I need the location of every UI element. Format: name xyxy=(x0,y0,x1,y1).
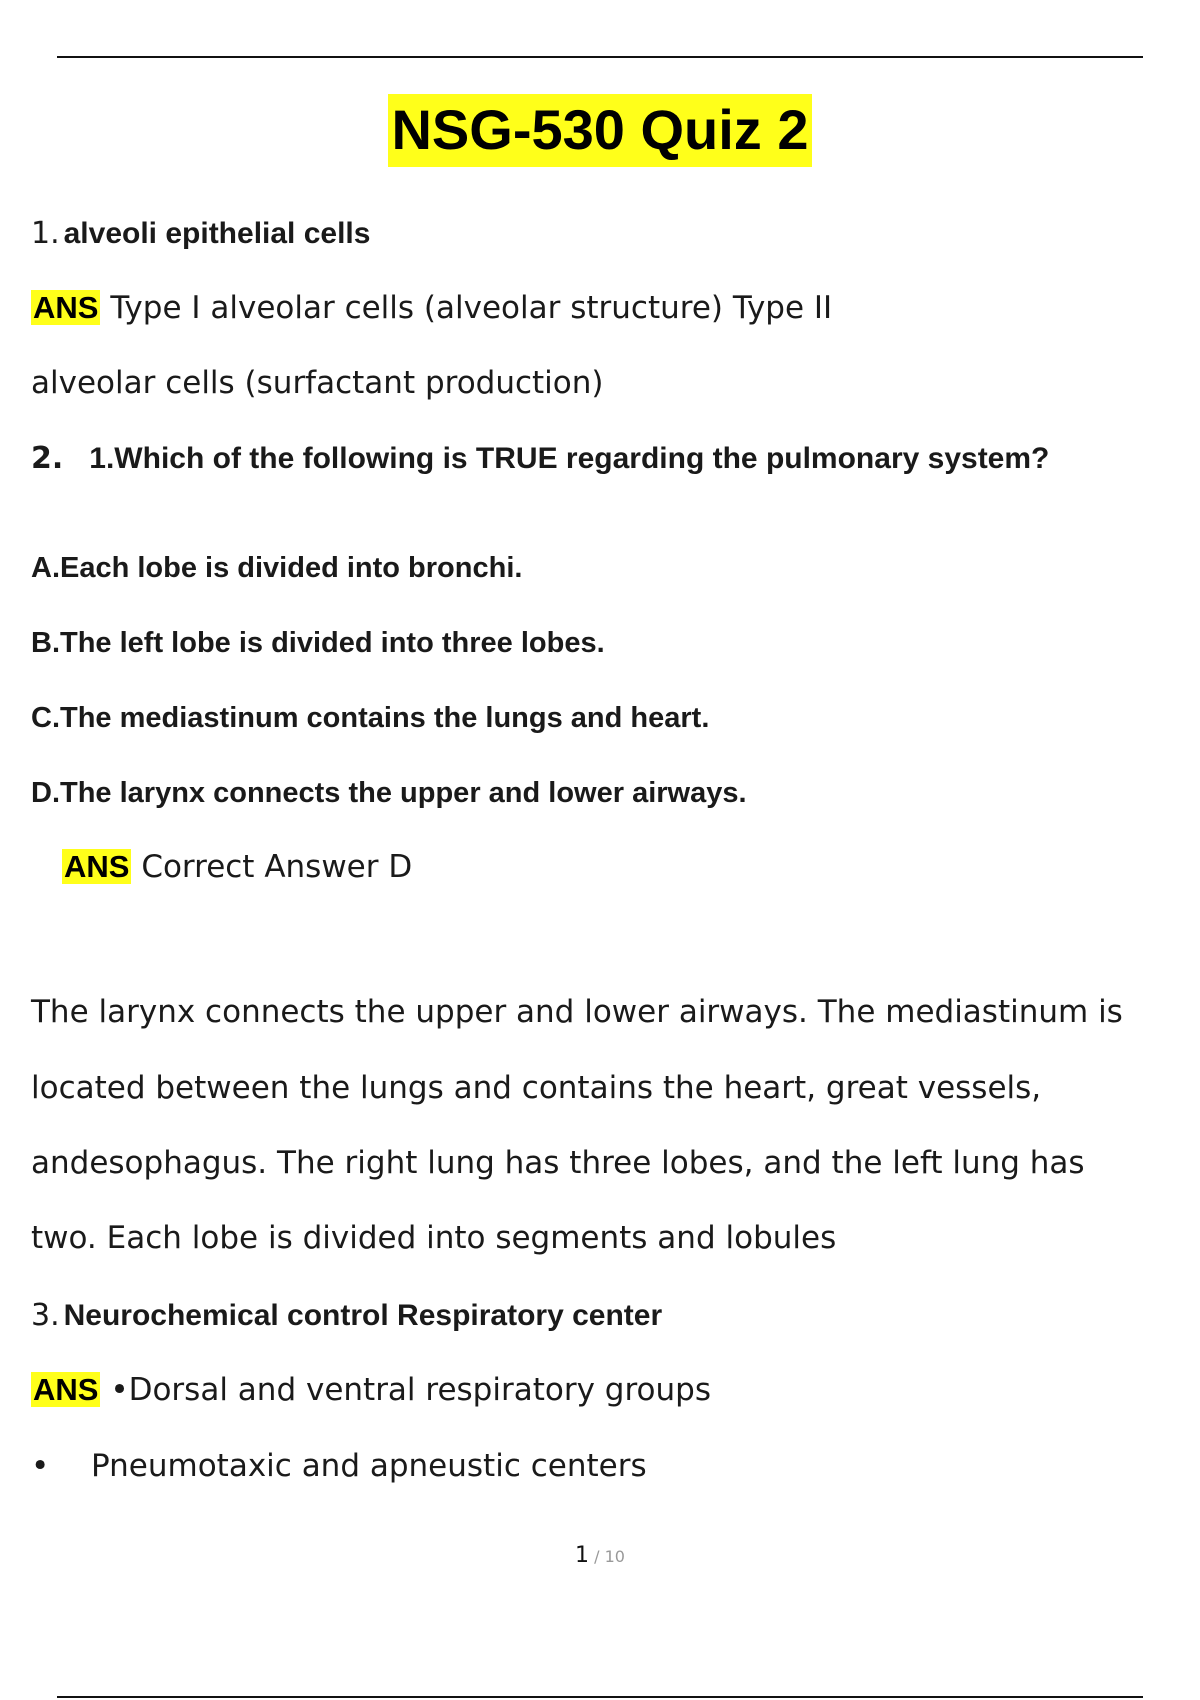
answer-3-line-1 xyxy=(31,1372,711,1408)
question-1 xyxy=(31,216,370,251)
answer-text: Correct Answer D xyxy=(141,849,413,885)
question-text: Neurochemical control Respiratory center xyxy=(63,1299,663,1332)
bullet-icon: • xyxy=(31,1448,50,1484)
question-number: 2. xyxy=(31,441,64,476)
option-b: B.The left lobe is divided into three lobes. xyxy=(31,627,605,659)
ans-label: ANS xyxy=(33,290,99,325)
answer-text: Pneumotaxic and apneustic centers xyxy=(91,1448,647,1484)
answer-1-line-2: alveolar cells (surfactant production) xyxy=(31,365,604,401)
question-number: 1. xyxy=(31,216,60,251)
question-text: alveoli epithelial cells xyxy=(63,217,371,250)
bottom-divider xyxy=(57,1696,1143,1698)
answer-text: Type I alveolar cells (alveolar structure) Type II xyxy=(110,290,833,326)
title-text: NSG-530 Quiz 2 xyxy=(388,94,811,167)
option-c: C.The mediastinum contains the lungs and heart. xyxy=(31,702,710,734)
top-divider xyxy=(57,56,1143,58)
page-title xyxy=(0,98,1200,161)
question-2 xyxy=(31,441,1049,476)
page-total: / 10 xyxy=(594,1547,625,1566)
answer-2 xyxy=(62,849,412,885)
option-d: D.The larynx connects the upper and lower airways. xyxy=(31,777,747,809)
option-a: A.Each lobe is divided into bronchi. xyxy=(31,552,523,584)
answer-1-line-1 xyxy=(31,290,832,326)
explanation-line-4: two. Each lobe is divided into segments and lobules xyxy=(31,1220,837,1256)
explanation-line-1: The larynx connects the upper and lower airways. The mediastinum is xyxy=(31,994,1123,1030)
ans-label: ANS xyxy=(33,1372,99,1407)
page-indicator xyxy=(0,1543,1200,1568)
ans-label: ANS xyxy=(64,849,130,884)
page-current: 1 xyxy=(575,1543,590,1568)
answer-text: •Dorsal and ventral respiratory groups xyxy=(110,1372,711,1408)
explanation-line-2: located between the lungs and contains the heart, great vessels, xyxy=(31,1070,1042,1106)
question-number: 3. xyxy=(31,1298,60,1333)
question-text: 1.Which of the following is TRUE regarding the pulmonary system? xyxy=(89,442,1050,475)
explanation-line-3: andesophagus. The right lung has three lobes, and the left lung has xyxy=(31,1145,1085,1181)
answer-3-bullet-item xyxy=(31,1448,647,1484)
question-3 xyxy=(31,1298,662,1333)
